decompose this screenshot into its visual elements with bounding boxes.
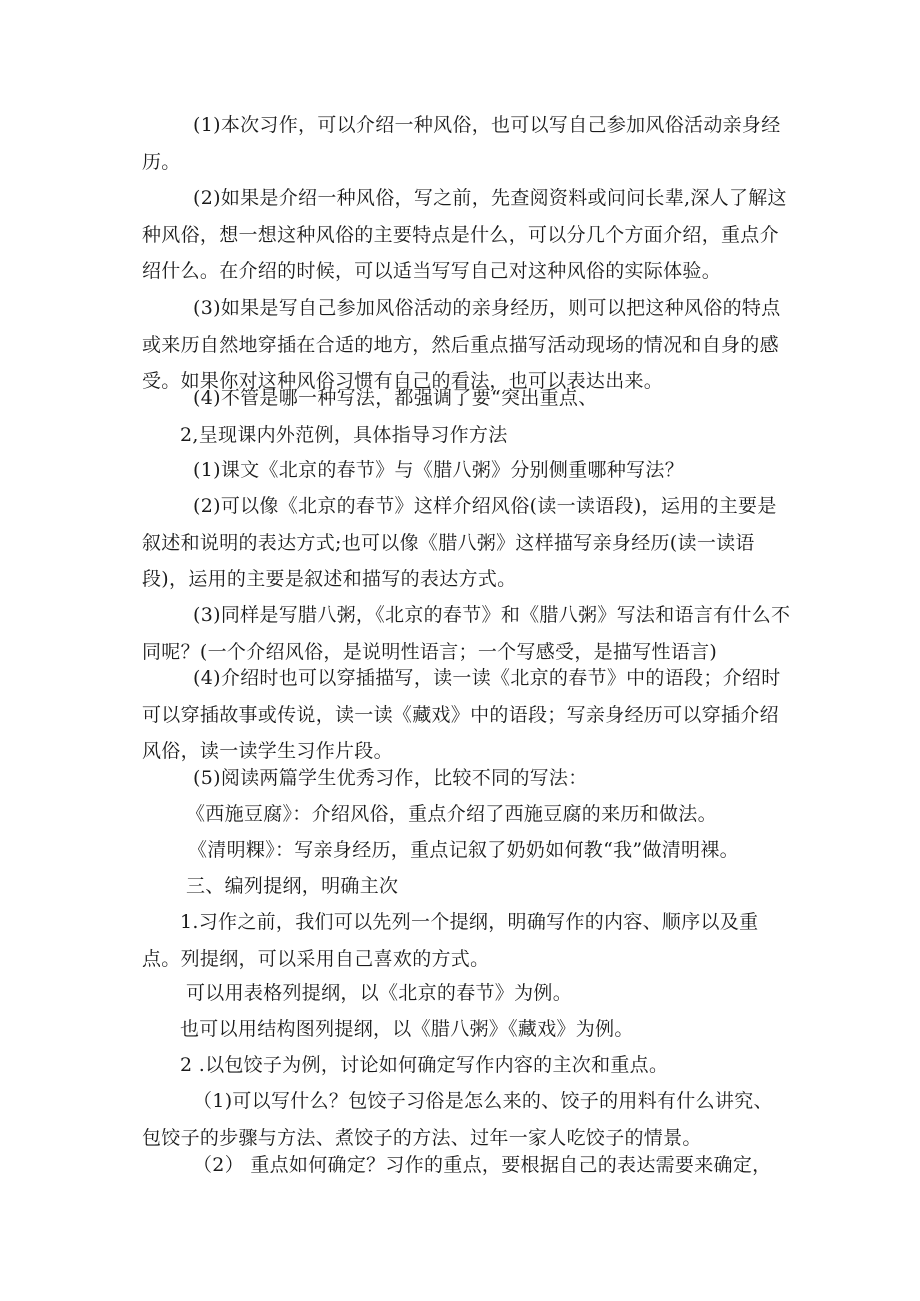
paragraph-12: 《清明粿》：写亲身经历，重点记叙了奶奶如何教“我”做清明裸。 xyxy=(188,839,739,861)
section-heading-3: 三、编列提纲，明确主次 xyxy=(186,875,399,897)
paragraph-3: (3)如果是写自己参加风俗活动的亲身经历，则可以把这种风俗的特点或来历自然地穿插在合适的地方，然后重点描写活动现场的情况和自身的感受。如果你对这种风俗习惯有自己的看法，也可以表达出来。 xyxy=(142,297,781,392)
paragraph-17: （1)可以写什么？包饺子习俗是怎么来的、饺子的用料有什么讲究、包饺子的步骤与方法、煮饺子的方法、过年一家人吃饺子的情景。 xyxy=(142,1090,773,1149)
paragraph-16: 2 .以包饺子为例，讨论如何确定写作内容的主次和重点。 xyxy=(180,1054,669,1076)
paragraph-14: 可以用表格列提纲，以《北京的春节》为例。 xyxy=(186,982,573,1004)
paragraph-11: 《西施豆腐》：介绍风俗，重点介绍了西施豆腐的来历和做法。 xyxy=(186,803,717,825)
paragraph-8: (3)同样是写腊八粥，《北京的春节》和《腊八粥》写法和语言有什么不同呢？(一个介绍风俗，是说明性语言；一个写感受，是描写性语言) xyxy=(142,604,791,663)
paragraph-7: (2)可以像《北京的春节》这样介绍风俗(读一读语段)，运用的主要是叙述和说明的表达方式;也可以像《腊八粥》这样描写亲身经历(读一读语段)，运用的主要是叙述和描写的表达方式。 xyxy=(142,495,777,590)
paragraph-6: (1)课文《北京的春节》与《腊八粥》分别侧重哪种写法？ xyxy=(193,459,685,481)
paragraph-15: 也可以用结构图列提纲，以《腊八粥》《藏戏》为例。 xyxy=(180,1018,634,1040)
paragraph-4: (4)不管是哪一种写法，都强调了要“突出重点、 xyxy=(193,387,598,409)
paragraph-2: (2)如果是介绍一种风俗，写之前，先查阅资料或问问长辈,深人了解这种风俗，想一想这种风俗的主要特点是什么，可以分几个方面介绍，重点介绍什么。在介绍的时候，可以适当写写自己对这种风俗的实际体验。 xyxy=(142,187,787,282)
paragraph-10: (5)阅读两篇学生优秀习作，比较不同的写法： xyxy=(193,767,588,789)
paragraph-9: (4)介绍时也可以穿插描写，读一读《北京的春节》中的语段；介绍时可以穿插故事或传说，读一读《藏戏》中的语段；写亲身经历可以穿插介绍风俗，读一读学生习作片段。 xyxy=(142,667,781,762)
paragraph-1: (1)本次习作，可以介绍一种风俗，也可以写自己参加风俗活动亲身经历。 xyxy=(142,114,781,173)
paragraph-13: 1.习作之前，我们可以先列一个提纲，明确写作的内容、顺序以及重点。列提纲，可以采用自己喜欢的方式。 xyxy=(142,911,759,970)
paragraph-18: （2） 重点如何确定？习作的重点，要根据自己的表达需要来确定， xyxy=(193,1154,772,1176)
paragraph-5: 2,呈现课内外范例，具体指导习作方法 xyxy=(180,424,508,446)
